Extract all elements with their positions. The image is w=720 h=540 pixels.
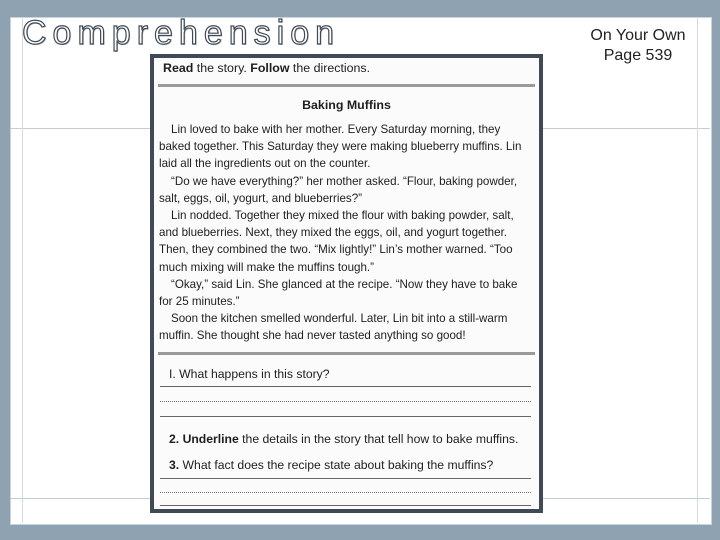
worksheet-image xyxy=(150,54,543,513)
story-paragraph: Lin nodded. Together they mixed the flour with baking powder, salt, and blueberries. Next, they mixed the eggs, oil, and yogurt together. Then, they combined the two. “Mix lightly!” Lin’s mother warned. “Too much mixing will make the muffins tough.” xyxy=(159,209,514,274)
instruction-text: the directions. xyxy=(289,61,371,75)
instruction-text: the story. xyxy=(193,61,251,75)
question-2-text: the details in the story that tell how to bake muffins. xyxy=(238,432,519,446)
story-paragraph: Lin loved to bake with her mother. Every Saturday morning, they baked together. This Saturday they were making blueberry muffins. Lin laid all the ingredients out on the counter. xyxy=(159,123,522,171)
on-your-own-label: On Your Own xyxy=(590,27,686,44)
slide-side-line xyxy=(22,17,23,523)
question-3-number: 3. xyxy=(169,458,180,472)
answer-line xyxy=(160,386,531,387)
answer-line xyxy=(160,416,531,417)
instruction-read: Read xyxy=(163,61,194,75)
page-reference xyxy=(576,26,700,66)
page-number-label: Page 539 xyxy=(603,47,673,64)
slide-title: Comprehension xyxy=(22,14,341,52)
divider-rule xyxy=(158,352,535,355)
question-3 xyxy=(169,457,493,474)
worksheet-instructions xyxy=(163,60,370,77)
story-paragraph: “Do we have everything?” her mother asked. “Flour, baking powder, salt, eggs, oil, yogurt, and blueberries?” xyxy=(159,174,518,205)
divider-rule xyxy=(158,84,535,87)
story-body xyxy=(159,121,531,345)
question-2 xyxy=(169,431,518,448)
question-2-number: 2. xyxy=(169,432,183,446)
question-3-text: What fact does the recipe state about baking the muffins? xyxy=(179,458,494,472)
answer-line-dotted xyxy=(160,401,531,402)
instruction-follow: Follow xyxy=(250,61,290,75)
story-title: Baking Muffins xyxy=(302,98,391,112)
story-paragraph: Soon the kitchen smelled wonderful. Later, Lin bit into a still-warm muffin. She thought she had never tasted anything so good! xyxy=(159,312,508,343)
answer-line xyxy=(160,505,531,506)
question-1: I. What happens in this story? xyxy=(169,367,330,381)
story-paragraph: “Okay,” said Lin. She glanced at the recipe. “Now they have to bake for 25 minutes.” xyxy=(159,277,518,309)
slide-side-line xyxy=(697,17,698,523)
question-2-verb: Underline xyxy=(182,432,239,446)
answer-line xyxy=(160,478,531,479)
answer-line-dotted xyxy=(160,492,531,493)
